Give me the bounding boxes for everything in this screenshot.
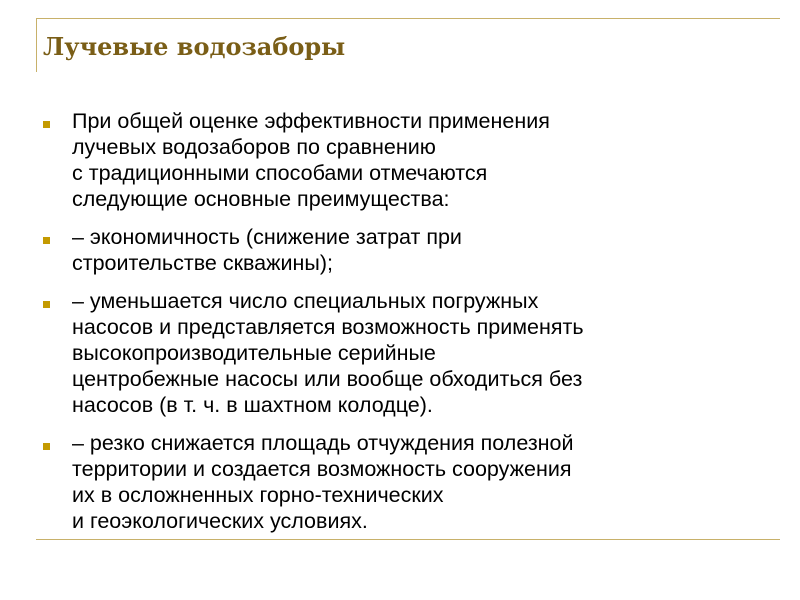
square-bullet-icon: [43, 443, 50, 450]
text-line: центробежные насосы или вообще обходиться без: [72, 367, 583, 391]
text-line: территории и создается возможность сооружения: [72, 457, 572, 481]
text-line: с традиционными способами отмечаются: [72, 161, 488, 185]
text-line: – резко снижается площадь отчуждения полезной: [72, 431, 574, 455]
bullet-text: [72, 224, 780, 276]
text-line: насосов и представляется возможность применять: [72, 315, 584, 339]
frame-bottom-line: [36, 539, 780, 540]
slide-title: Лучевые водозаборы: [43, 32, 346, 61]
text-line: насосов (в т. ч. в шахтном колодце).: [72, 393, 433, 417]
bullet-item-2: [40, 224, 780, 276]
text-line: и геоэкологических условиях.: [72, 509, 368, 533]
text-line: высокопроизводительные серийные: [72, 341, 436, 365]
text-line: следующие основные преимущества:: [72, 187, 450, 211]
text-line: – экономичность (снижение затрат при: [72, 225, 462, 249]
bullet-text: [72, 108, 780, 212]
square-bullet-icon: [43, 237, 50, 244]
text-line: лучевых водозаборов по сравнению: [72, 135, 436, 159]
bullet-text: [72, 430, 780, 534]
bullet-list: [40, 108, 780, 546]
text-line: строительстве скважины);: [72, 251, 333, 275]
square-bullet-icon: [43, 121, 50, 128]
text-line: – уменьшается число специальных погружных: [72, 289, 539, 313]
bullet-text: [72, 288, 780, 418]
frame-left-line: [36, 18, 37, 72]
text-line: их в осложненных горно-технических: [72, 483, 444, 507]
frame-top-line: [36, 18, 780, 19]
bullet-item-1: [40, 108, 780, 212]
bullet-item-4: [40, 430, 780, 534]
bullet-item-3: [40, 288, 780, 418]
text-line: При общей оценке эффективности применения: [72, 109, 550, 133]
square-bullet-icon: [43, 301, 50, 308]
